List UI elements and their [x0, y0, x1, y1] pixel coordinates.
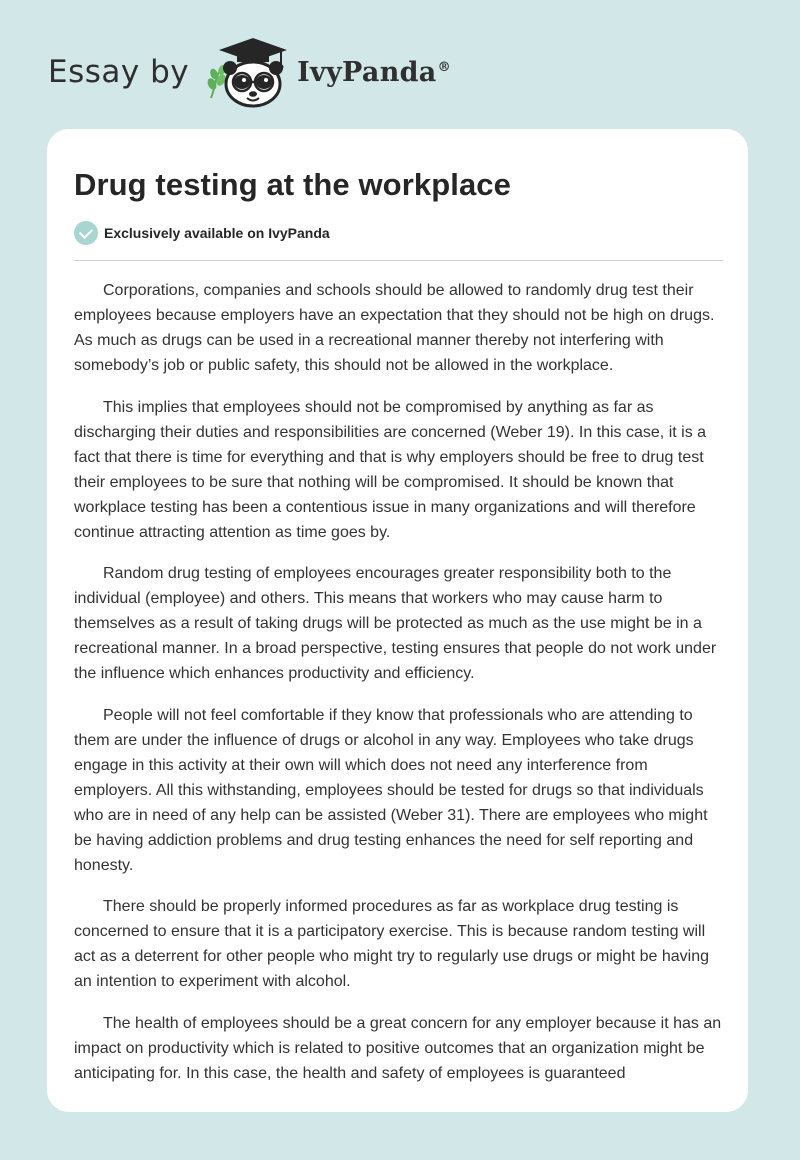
essay-by-label: Essay by — [48, 54, 190, 90]
paragraph: People will not feel comfortable if they know that professionals who are attending to them are under the influence of drugs or alcohol in any way. Employees who take drugs engage in this activity at their own will which does not need any interference from employers. All this withstanding, employees should be tested for drugs so that individuals who are in need of any help can be assisted (Weber 31). There are employees who might be having addiction problems and drug testing enhances the need for self reporting and honesty. — [74, 706, 708, 874]
exclusive-badge — [74, 221, 330, 245]
paragraph: This implies that employees should not be compromised by anything as far as discharging their duties and responsibilities are concerned (Weber 19). In this case, it is a fact that there is time for everything and that is why employers should be free to drug test their employees to be sure that nothing will be compromised. It should be known that workplace testing has been a contentious issue in many organizations and will therefore continue attracting attention as time goes by. — [74, 398, 707, 541]
registered-mark: ® — [437, 59, 451, 75]
essay-body — [74, 278, 726, 1102]
panda-graduate-logo-icon — [203, 36, 293, 108]
paragraph: There should be properly informed procedures as far as workplace drug testing is concerned to ensure that it is a participatory exercise. This is because random testing will act as a deterrent for other people who might try to regularly use drugs or might be having an intention to experiment with alcohol. — [74, 898, 710, 990]
paragraph: Corporations, companies and schools should be allowed to randomly drug test their employees because employers have an expectation that they should not be high on drugs. As much as drugs can be used in a recreational manner thereby not interfering with somebody’s job or public safety, this should not be allowed in the workplace. — [74, 282, 715, 374]
brand-name: IvyPanda® — [297, 56, 451, 88]
divider — [74, 260, 723, 261]
site-logo[interactable] — [48, 36, 451, 108]
essay-title: Drug testing at the workplace — [74, 167, 511, 202]
paragraph: The health of employees should be a great concern for any employer because it has an impact on productivity which is related to positive outcomes that an organization might be anticipating for. In this case, the health and safety of employees is guaranteed — [74, 1014, 722, 1082]
paragraph: Random drug testing of employees encourages greater responsibility both to the individual (employee) and others. This means that workers who may cause harm to themselves as a result of taking drugs will be protected as much as the use might be in a recreational manner. In a broad perspective, testing ensures that people do not work under the influence which enhances productivity and efficiency. — [74, 565, 717, 682]
exclusive-badge-label: Exclusively available on IvyPanda — [104, 225, 330, 241]
essay-card — [47, 129, 748, 1112]
check-circle-icon — [74, 221, 98, 245]
